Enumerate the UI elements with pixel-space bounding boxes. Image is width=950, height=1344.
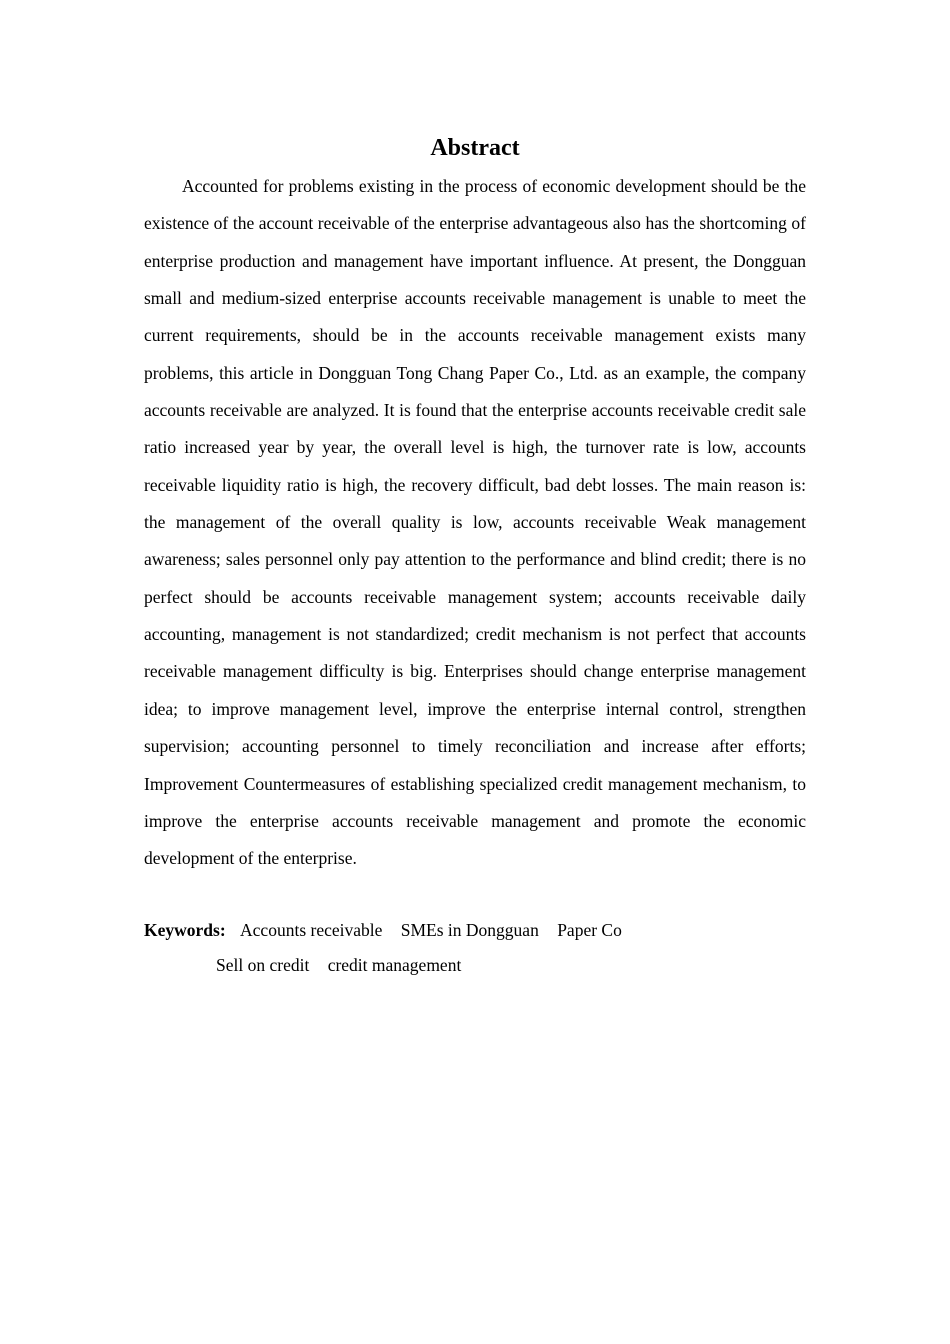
keyword-item: Accounts receivable [240,919,383,940]
keywords-row-1 [144,913,806,948]
keywords-section [144,913,806,983]
abstract-body: Accounted for problems existing in the process of economic development should be the existence of the account receivable of the enterprise advantageous also has the shortcoming of enterprise production and management have important influence. At present, the Dongguan small and medium-sized enterprise accounts receivable management is unable to meet the current requirements, should be in the accounts receivable management exists many problems, this article in Dongguan Tong Chang Paper Co., Ltd. as an example, the company accounts receivable are analyzed. It is found that the enterprise accounts receivable credit sale ratio increased year by year, the overall level is high, the turnover rate is low, accounts receivable liquidity ratio is high, the recovery difficult, bad debt losses. The main reason is: the management of the overall quality is low, accounts receivable Weak management awareness; sales personnel only pay attention to the performance and blind credit; there is no perfect should be accounts receivable management system; accounts receivable daily accounting, management is not standardized; credit mechanism is not perfect that accounts receivable management difficulty is big. Enterprises should change enterprise management idea; to improve management level, improve the enterprise internal control, strengthen supervision; accounting personnel to timely reconciliation and increase after efforts; Improvement Countermeasures of establishing specialized credit management mechanism, to improve the enterprise accounts receivable management and promote the economic development of the enterprise. [144,176,806,869]
keyword-item: Paper Co [557,919,622,940]
document-page [144,128,806,983]
keywords-label: Keywords: [144,919,226,940]
keywords-row-2 [144,948,806,983]
keyword-item: SMEs in Dongguan [400,919,539,940]
keyword-item: Sell on credit [216,954,310,975]
abstract-title: Abstract [430,135,520,161]
keyword-item: credit management [327,954,462,975]
